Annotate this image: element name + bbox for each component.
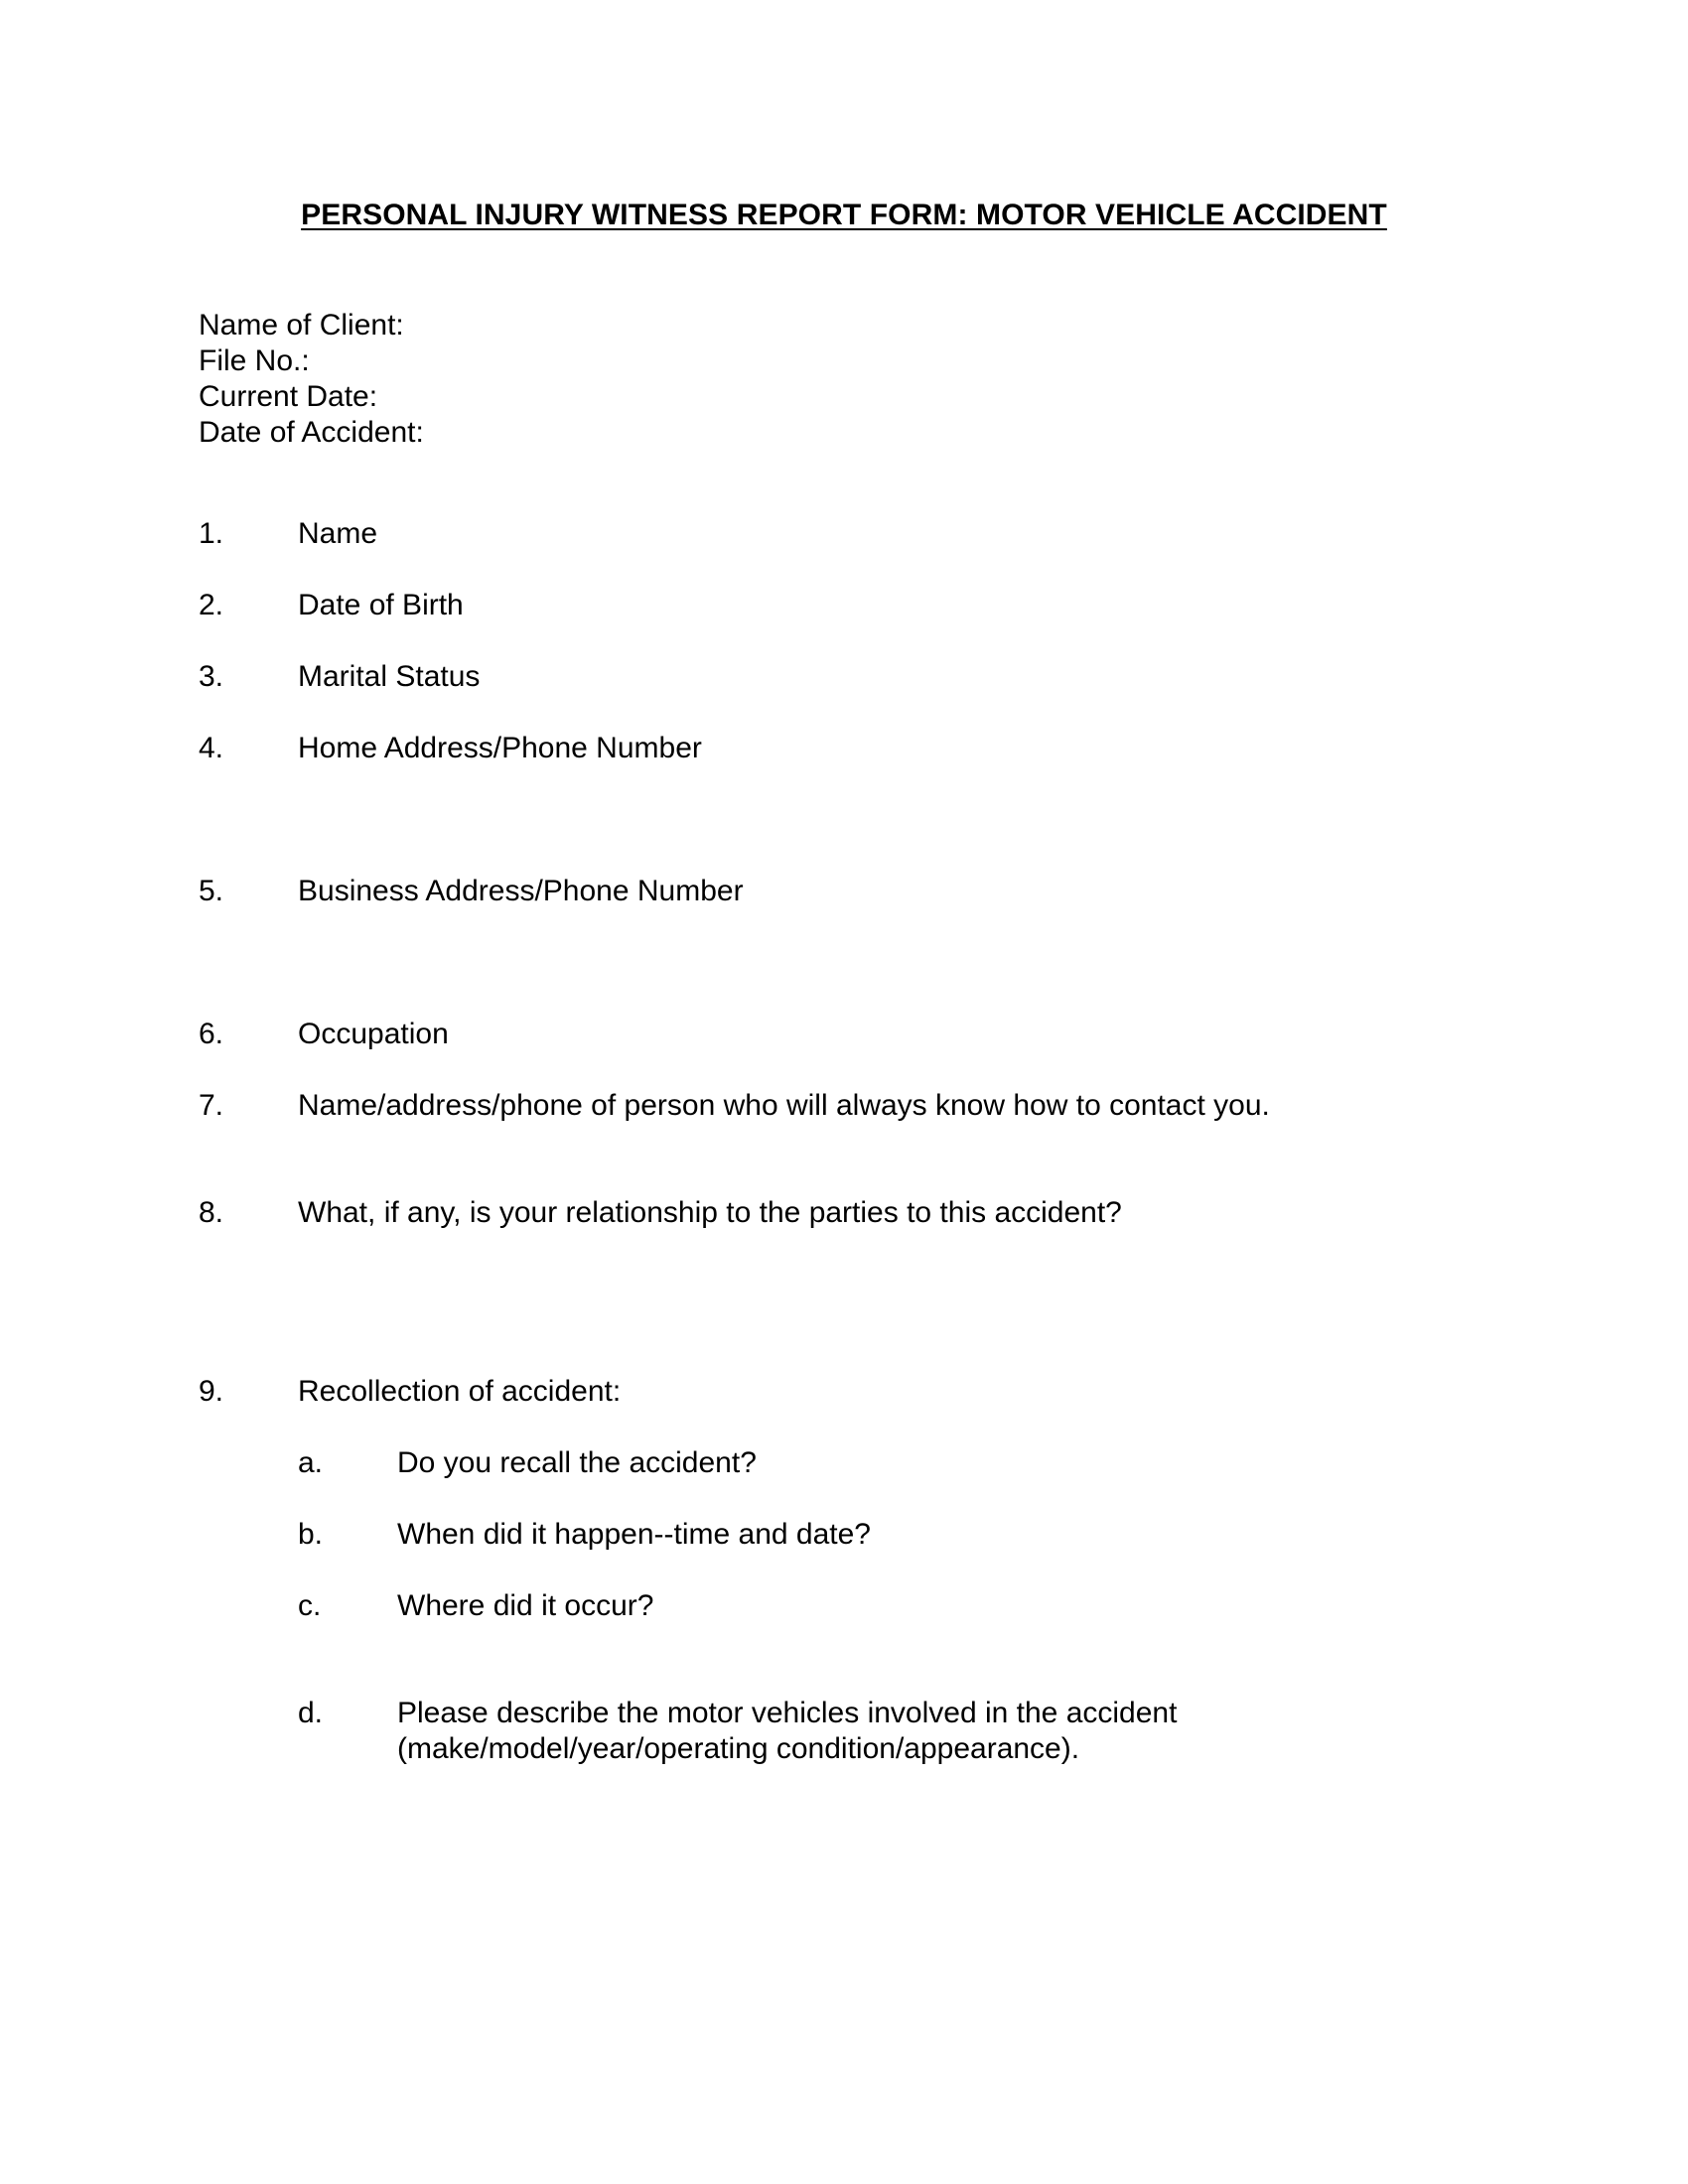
question-number: 1. (199, 517, 224, 550)
question-label: Home Address/Phone Number (298, 732, 702, 764)
question-number: 8. (199, 1196, 224, 1229)
subquestion-label: Do you recall the accident? (397, 1446, 757, 1479)
subquestion-label: Please describe the motor vehicles involved in the accident (397, 1697, 1178, 1729)
accident-date-label: Date of Accident: (199, 416, 424, 449)
question-number: 2. (199, 589, 224, 621)
question-label: Name (298, 517, 378, 550)
question-number: 7. (199, 1089, 224, 1122)
subquestion-letter: a. (298, 1446, 324, 1479)
question-number: 3. (199, 660, 224, 693)
subquestion-letter: b. (298, 1518, 324, 1551)
question-number: 4. (199, 732, 224, 764)
header-fields (199, 308, 424, 451)
question-label: Marital Status (298, 660, 481, 693)
question-label: Recollection of accident: (298, 1375, 622, 1408)
form-title-text: PERSONAL INJURY WITNESS REPORT FORM: MOTOR VEHICLE ACCIDENT (301, 199, 1387, 231)
subquestion-letter: d. (298, 1697, 324, 1729)
current-date-label: Current Date: (199, 380, 378, 413)
question-label: Occupation (298, 1018, 449, 1050)
subquestion-letter: c. (298, 1589, 322, 1622)
subquestion-label: When did it happen--time and date? (397, 1518, 871, 1551)
form-title (0, 199, 1688, 232)
subquestion-label-line2: (make/model/year/operating condition/appearance). (397, 1732, 1080, 1765)
question-label: What, if any, is your relationship to the parties to this accident? (298, 1196, 1122, 1229)
question-label: Name/address/phone of person who will always know how to contact you. (298, 1089, 1270, 1122)
client-name-label: Name of Client: (199, 309, 404, 341)
question-label: Date of Birth (298, 589, 464, 621)
subquestion-label: Where did it occur? (397, 1589, 654, 1622)
file-number-label: File No.: (199, 344, 310, 377)
question-number: 5. (199, 875, 224, 907)
question-number: 6. (199, 1018, 224, 1050)
question-number: 9. (199, 1375, 224, 1408)
question-label: Business Address/Phone Number (298, 875, 744, 907)
